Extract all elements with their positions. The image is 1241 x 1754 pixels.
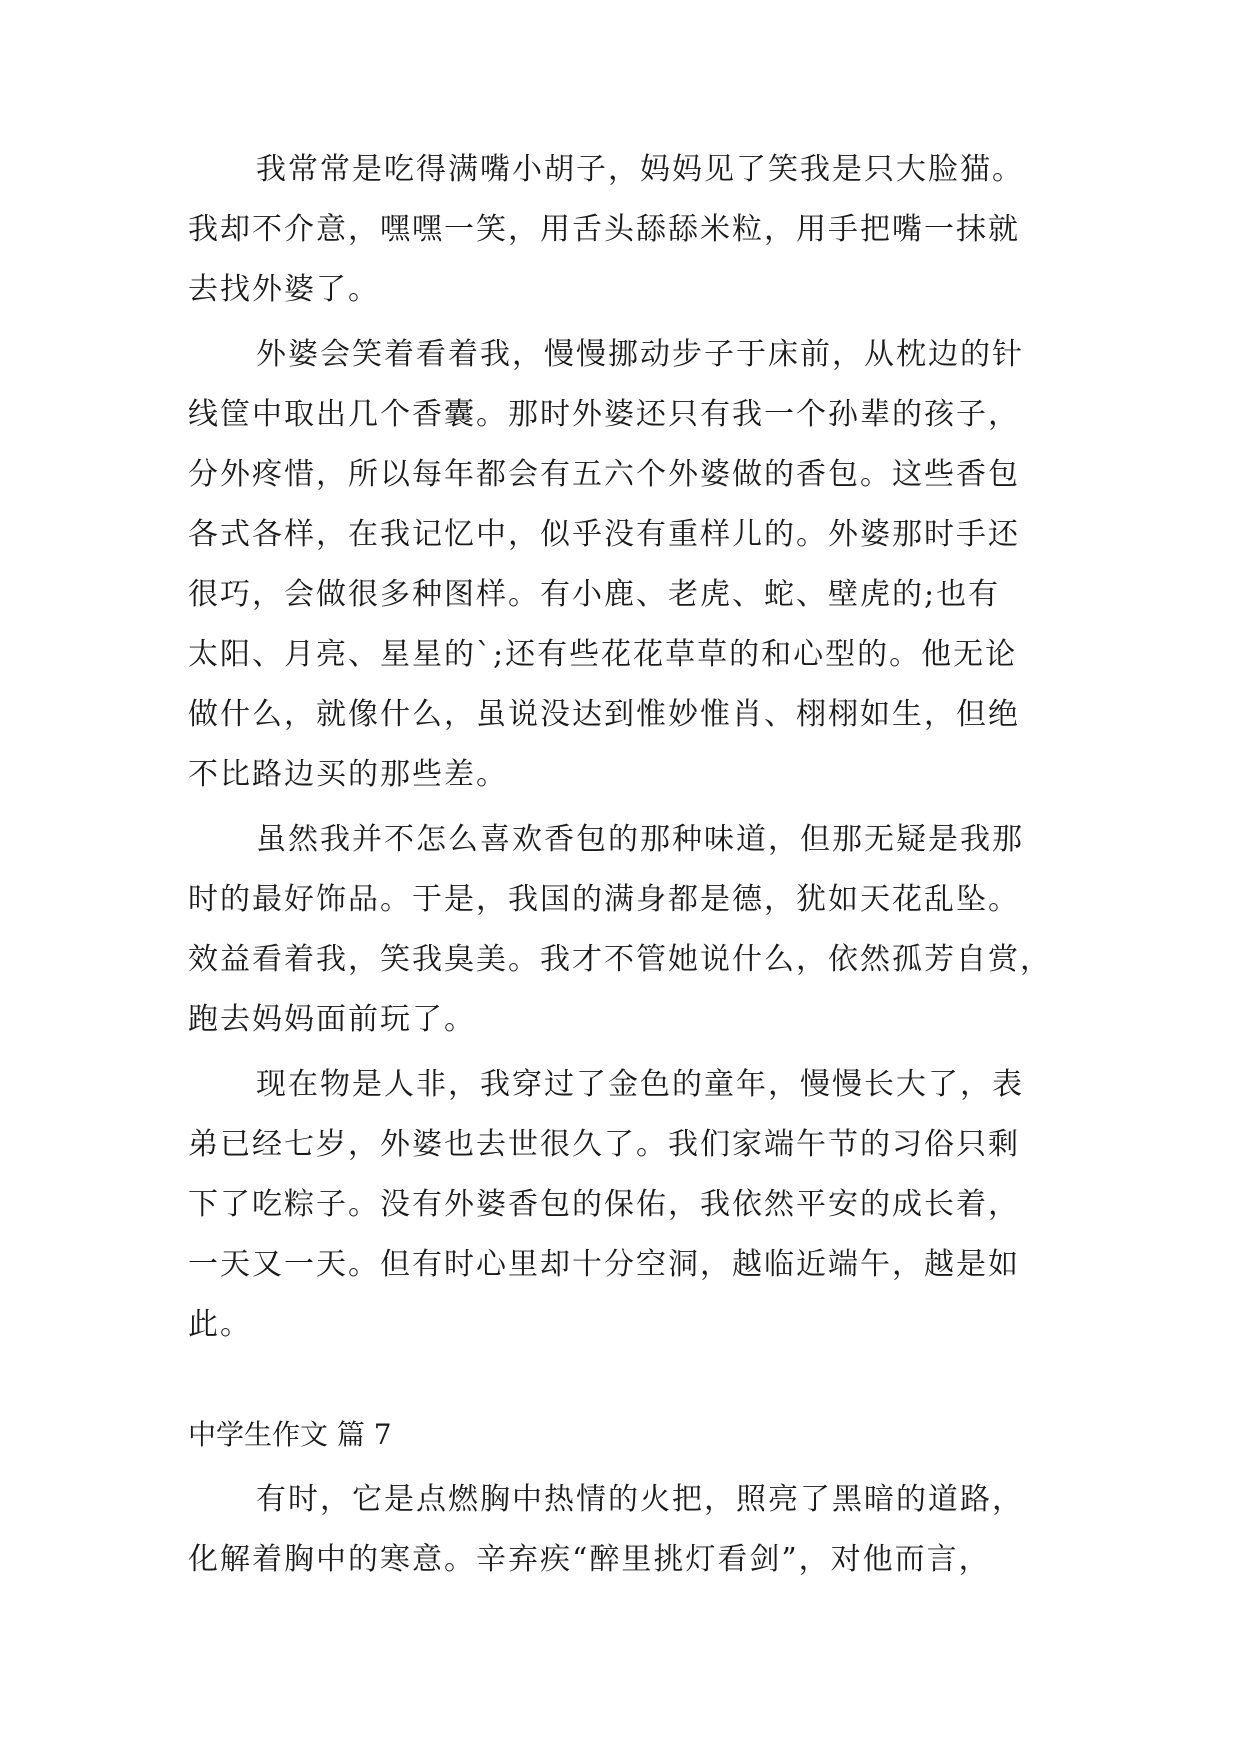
section-heading: 中学生作文 篇 7 xyxy=(188,1418,392,1451)
text-line: 弟已经七岁，外婆也去世很久了。我们家端午节的习俗只剩 xyxy=(188,1127,1020,1162)
text-line: 我却不介意，嘿嘿一笑，用舌头舔舔米粒，用手把嘴一抹就 xyxy=(188,212,1020,247)
text-line: 有时，它是点燃胸中热情的火把，照亮了黑暗的道路， xyxy=(256,1482,1024,1517)
text-line: 做什么，就像什么，虽说没达到惟妙惟肖、栩栩如生，但绝 xyxy=(188,697,1020,732)
text-line: 跑去妈妈面前玩了。 xyxy=(188,1002,476,1037)
text-line: 虽然我并不怎么喜欢香包的那种味道，但那无疑是我那 xyxy=(256,822,1024,857)
text-line: 时的最好饰品。于是，我国的满身都是德，犹如天花乱坠。 xyxy=(188,882,1020,917)
text-line: 不比路边买的那些差。 xyxy=(188,757,508,792)
text-line: 我常常是吃得满嘴小胡子，妈妈见了笑我是只大脸猫。 xyxy=(256,152,1024,187)
text-line: 很巧，会做很多种图样。有小鹿、老虎、蛇、壁虎的;也有 xyxy=(188,577,1001,612)
text-line: 去找外婆了。 xyxy=(188,272,380,307)
text-line: 线筐中取出几个香囊。那时外婆还只有我一个孙辈的孩子， xyxy=(188,397,1020,432)
text-line: 此。 xyxy=(188,1307,252,1342)
text-line: 下了吃粽子。没有外婆香包的保佑，我依然平安的成长着， xyxy=(188,1187,1020,1222)
text-line: 效益看着我，笑我臭美。我才不管她说什么，依然孤芳自赏， xyxy=(188,942,1052,977)
text-line: 太阳、月亮、星星的`;还有些花花草草的和心型的。他无论 xyxy=(188,637,1018,672)
text-line: 化解着胸中的寒意。辛弃疾“醉里挑灯看剑”，对他而言， xyxy=(188,1542,991,1577)
text-line: 外婆会笑着看着我，慢慢挪动步子于床前，从枕边的针 xyxy=(256,337,1024,372)
text-line: 一天又一天。但有时心里却十分空洞，越临近端午，越是如 xyxy=(188,1247,1020,1282)
text-line: 各式各样，在我记忆中，似乎没有重样儿的。外婆那时手还 xyxy=(188,517,1020,552)
text-line: 分外疼惜，所以每年都会有五六个外婆做的香包。这些香包 xyxy=(188,457,1020,492)
text-line: 现在物是人非，我穿过了金色的童年，慢慢长大了，表 xyxy=(256,1067,1024,1102)
